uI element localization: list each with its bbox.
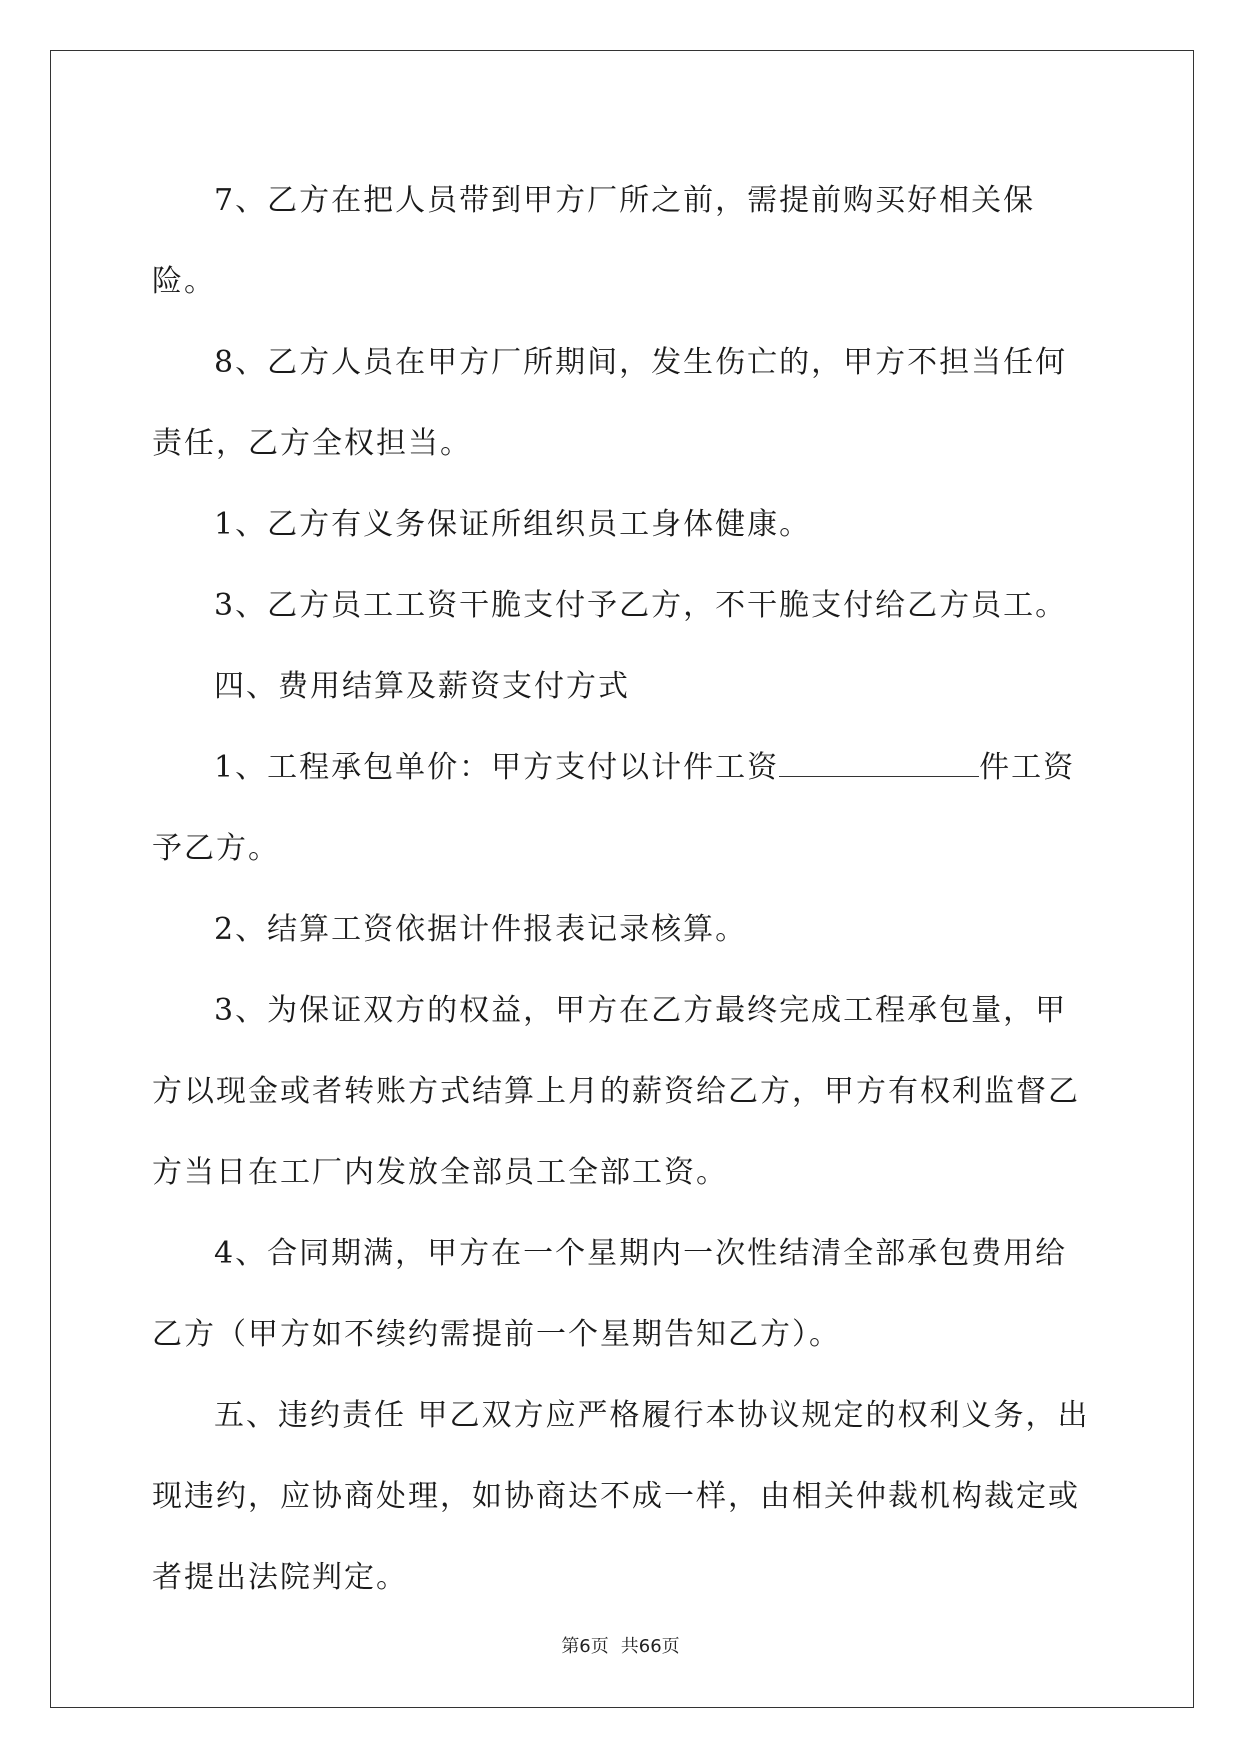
page-number: 第6页 <box>561 1636 609 1657</box>
paragraph: 8、乙方人员在甲方厂所期间，发生伤亡的，甲方不担当任何责任，乙方全权担当。 <box>152 345 1068 461</box>
paragraph: 3、乙方员工工资干脆支付予乙方，不干脆支付给乙方员工。 <box>214 588 1068 623</box>
page-footer <box>0 1632 1241 1658</box>
paragraph: 7、乙方在把人员带到甲方厂所之前，需提前购买好相关保险。 <box>152 183 1036 299</box>
paragraph-text-after: 件工资予乙方。 <box>152 750 1076 866</box>
paragraph: 4、合同期满，甲方在一个星期内一次性结清全部承包费用给乙方（甲方如不续约需提前一个星期告知乙方）。 <box>152 1236 1068 1352</box>
paragraph-with-blank <box>152 727 1092 889</box>
paragraph: 2、结算工资依据计件报表记录核算。 <box>214 912 748 947</box>
paragraph-text-before: 1、工程承包单价：甲方支付以计件工资 <box>214 750 780 785</box>
paragraph: 3、为保证双方的权益，甲方在乙方最终完成工程承包量，甲方以现金或者转账方式结算上月的薪资给乙方，甲方有权利监督乙方当日在工厂内发放全部员工全部工资。 <box>152 993 1080 1190</box>
section-heading: 五、违约责任 甲乙双方应严格履行本协议规定的权利义务，出现违约，应协商处理，如协商达不成一样，由相关仲裁机构裁定或者提出法院判定。 <box>152 1398 1090 1595</box>
document-body <box>152 160 1092 1618</box>
page-total: 共66页 <box>620 1636 680 1657</box>
paragraph: 1、乙方有义务保证所组织员工身体健康。 <box>214 507 812 542</box>
fill-in-blank <box>779 752 979 777</box>
section-heading: 四、费用结算及薪资支付方式 <box>214 669 630 704</box>
